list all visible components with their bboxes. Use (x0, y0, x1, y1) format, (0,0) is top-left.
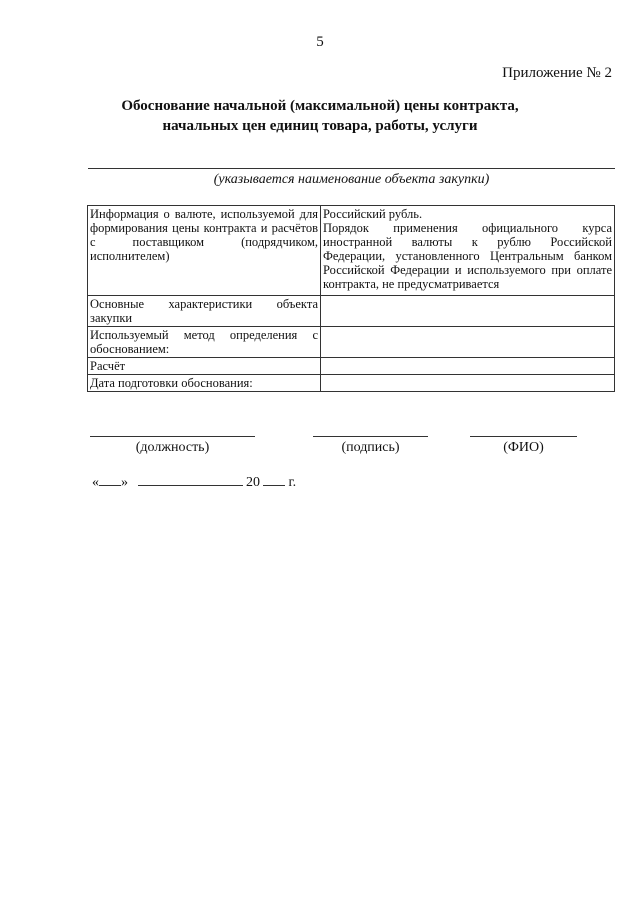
open-quote: « (92, 475, 99, 490)
page-number: 5 (316, 34, 324, 50)
title-line-2: начальных цен единиц товара, работы, услуги (162, 118, 478, 134)
month-blank[interactable] (138, 472, 243, 486)
appendix-label: Приложение № 2 (502, 65, 612, 81)
row-value-date[interactable] (321, 375, 615, 392)
day-blank[interactable] (99, 472, 121, 486)
currency-value-line: Российский рубль. (323, 207, 423, 221)
signature-label: (подпись) (341, 440, 400, 455)
row-label-currency: Информация о валюте, используемой для формирования цены контракта и расчётов с поставщиком (подрядчиком, исполнителем) (88, 206, 321, 296)
row-value-calculation[interactable] (321, 358, 615, 375)
position-signature-line[interactable] (90, 436, 255, 437)
title-line-1: Обоснование начальной (максимальной) цены контракта, (121, 98, 519, 114)
row-label-characteristics: Основные характеристики объекта закупки (88, 296, 321, 327)
table-row (88, 327, 615, 358)
procurement-object-caption: (указывается наименование объекта закупки) (213, 172, 490, 187)
year-prefix: 20 (246, 475, 260, 490)
year-suffix: г. (288, 475, 297, 490)
table-row (88, 358, 615, 375)
full-name-label: (ФИО) (503, 440, 544, 455)
currency-rate-text: Порядок применения официального курса иностранной валюты к рублю Российской Федерации, установленного Центральным банком Российской Федерации и используемого при оплате контракта, не предусматривается (323, 221, 612, 291)
signature-line[interactable] (313, 436, 428, 437)
table-row (88, 296, 615, 327)
table-row (88, 375, 615, 392)
close-quote: » (121, 475, 128, 490)
row-value-currency (321, 206, 615, 296)
full-name-line[interactable] (470, 436, 577, 437)
row-label-calculation: Расчёт (88, 358, 321, 375)
position-label: (должность) (135, 440, 210, 455)
document-title (0, 96, 640, 136)
row-value-method[interactable] (321, 327, 615, 358)
row-value-characteristics[interactable] (321, 296, 615, 327)
date-row (92, 472, 296, 491)
table-row (88, 206, 615, 296)
row-label-method: Используемый метод определения с обоснованием: (88, 327, 321, 358)
justification-table (87, 205, 615, 392)
year-blank[interactable] (263, 472, 285, 486)
procurement-object-line[interactable] (88, 168, 615, 169)
row-label-date: Дата подготовки обоснования: (88, 375, 321, 392)
